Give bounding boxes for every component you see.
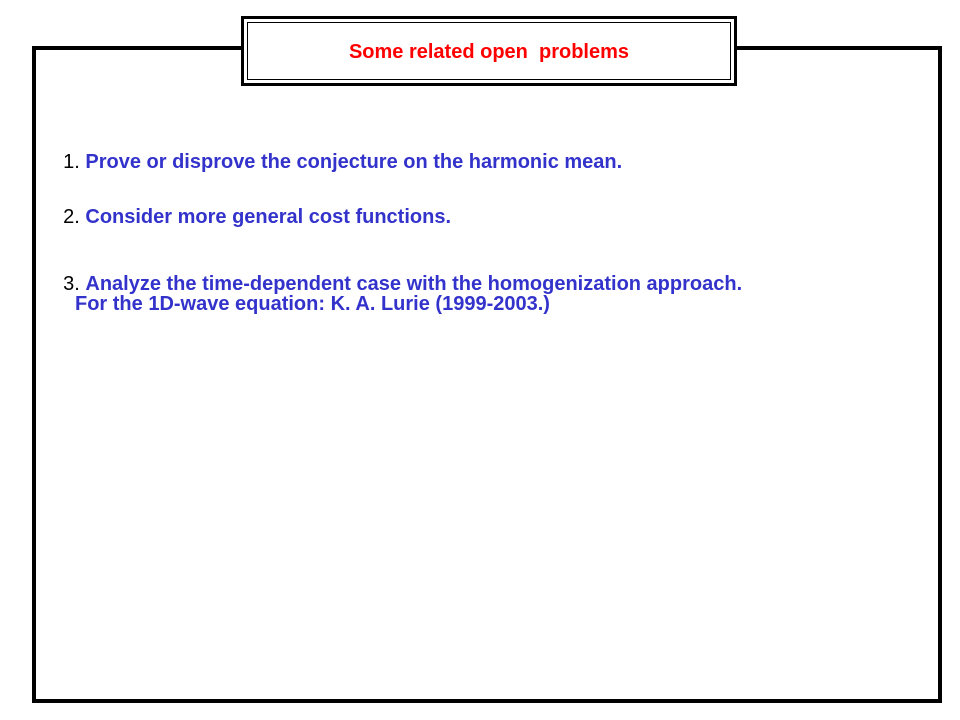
problem-number: 3. xyxy=(63,273,86,295)
problem-number: 2. xyxy=(63,206,86,228)
problem-item-1 xyxy=(52,126,622,174)
problem-item-3 xyxy=(52,248,742,296)
problem-text: Analyze the time-dependent case with the homogenization approach. xyxy=(85,273,743,295)
problem-text: Consider more general cost functions. xyxy=(85,206,451,228)
slide-title: Some related open problems xyxy=(348,41,630,63)
title-box xyxy=(241,16,737,86)
problem-item-2 xyxy=(52,181,451,229)
reference-note: For the 1D-wave equation: K. A. Lurie (1999-2003.) xyxy=(75,293,550,315)
problem-number: 1. xyxy=(63,151,86,173)
problem-text: Prove or disprove the conjecture on the harmonic mean. xyxy=(85,151,623,173)
